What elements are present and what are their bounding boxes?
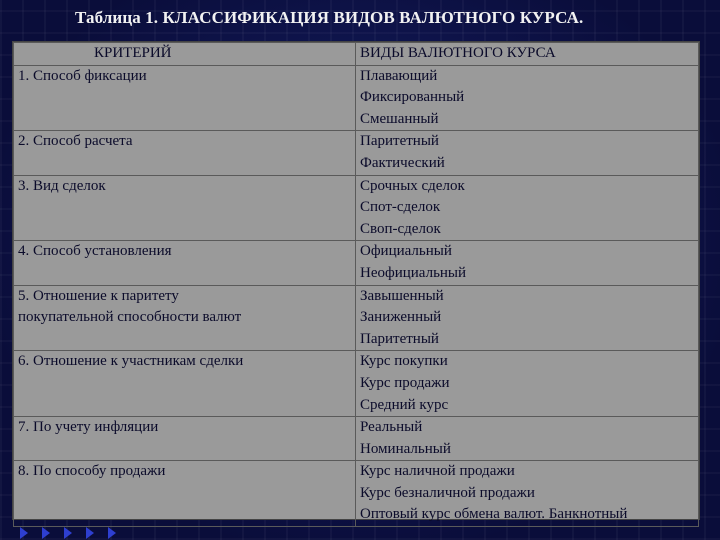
rate-type-text: Завышенный	[360, 287, 444, 304]
types-cell	[356, 65, 699, 131]
criterion-text: 7. По учету инфляции	[18, 419, 159, 436]
triangle-bullet-icon	[64, 527, 72, 539]
rate-type-text: Курс безналичной продажи	[360, 484, 535, 501]
criterion-cell	[14, 417, 356, 461]
table-row	[14, 417, 699, 461]
rate-type-text: Своп-сделок	[360, 220, 441, 237]
rate-type-text: Паритетный	[360, 133, 439, 150]
header-cell-types	[356, 43, 699, 66]
rate-type-text: Неофициальный	[360, 264, 467, 281]
triangle-bullet-icon	[20, 527, 28, 539]
table-row	[14, 351, 699, 417]
rate-type-text: Заниженный	[360, 309, 442, 326]
rate-type-text: Оптовый курс обмена валют. Банкнотный	[360, 506, 628, 523]
rate-type-text: Средний курс	[360, 396, 449, 413]
header-cell-criterion	[14, 43, 356, 66]
criterion-cell	[14, 131, 356, 175]
triangle-bullet-icon	[86, 527, 94, 539]
types-cell	[356, 351, 699, 417]
table-row	[14, 131, 699, 175]
table-header-row	[14, 43, 699, 66]
rate-type-text: Официальный	[360, 243, 452, 260]
rate-type-text: Срочных сделок	[360, 177, 465, 194]
rate-type-text: Смешанный	[360, 110, 439, 127]
table-row	[14, 175, 699, 241]
rate-type-text: Спот-сделок	[360, 199, 441, 216]
types-cell	[356, 461, 699, 527]
types-cell	[356, 285, 699, 351]
rate-type-text: Курс покупки	[360, 353, 448, 370]
rate-type-text: Реальный	[360, 419, 423, 436]
criterion-cell	[14, 285, 356, 351]
classification-table	[12, 41, 700, 523]
criterion-text: 5. Отношение к паритету	[18, 287, 179, 304]
rate-type-text: Номинальный	[360, 440, 451, 457]
triangle-bullet-icon	[42, 527, 50, 539]
rate-type-text: Фиксированный	[360, 89, 465, 106]
rate-type-text: Паритетный	[360, 330, 439, 347]
rate-type-text: Курс продажи	[360, 374, 450, 391]
rate-type-text: Фактический	[360, 154, 445, 171]
criterion-cell	[14, 241, 356, 285]
criterion-cell	[14, 175, 356, 241]
table-row	[14, 241, 699, 285]
rate-type-text: Курс наличной продажи	[360, 463, 515, 480]
classification-table-grid	[13, 42, 699, 527]
table-row	[14, 461, 699, 527]
criterion-cell	[14, 461, 356, 527]
types-cell	[356, 241, 699, 285]
criterion-text: 4. Способ установления	[18, 243, 172, 260]
types-cell	[356, 131, 699, 175]
types-cell	[356, 417, 699, 461]
criterion-cell	[14, 65, 356, 131]
criterion-text: 6. Отношение к участникам сделки	[18, 353, 244, 370]
rate-type-text: Плавающий	[360, 67, 438, 84]
criterion-text: покупательной способности валют	[18, 309, 242, 326]
criterion-text: 3. Вид сделок	[18, 177, 106, 194]
types-cell	[356, 175, 699, 241]
table-row	[14, 285, 699, 351]
decorative-bullets	[0, 526, 720, 540]
criterion-text: 2. Способ расчета	[18, 133, 133, 150]
table-row	[14, 65, 699, 131]
criterion-text: 8. По способу продажи	[18, 463, 166, 480]
header-criterion-label: КРИТЕРИЙ	[94, 45, 172, 61]
criterion-text: 1. Способ фиксации	[18, 67, 147, 84]
criterion-cell	[14, 351, 356, 417]
slide-title: Таблица 1. КЛАССИФИКАЦИЯ ВИДОВ ВАЛЮТНОГО КУРСА.	[75, 8, 584, 27]
header-types-label: ВИДЫ ВАЛЮТНОГО КУРСА	[360, 45, 556, 61]
triangle-bullet-icon	[108, 527, 116, 539]
